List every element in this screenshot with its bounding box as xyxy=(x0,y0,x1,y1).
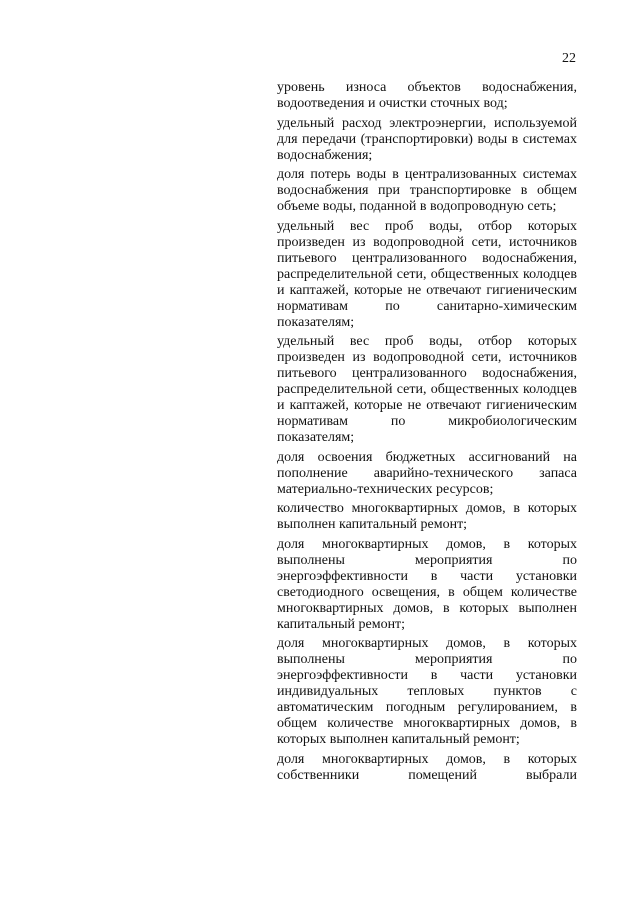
paragraph-water-losses: доля потерь воды в централизованных системах водоснабжения при транспортировке в общем объеме воды, поданной в водопроводную сеть; xyxy=(277,167,577,214)
paragraph-wear-level: уровень износа объектов водоснабжения, водоотведения и очистки сточных вод; xyxy=(277,80,577,111)
paragraph-repaired-buildings-count: количество многоквартирных домов, в которых выполнен капитальный ремонт; xyxy=(277,501,577,532)
document-body xyxy=(277,80,577,787)
paragraph-led-lighting-share: доля многоквартирных домов, в которых выполнены мероприятия по энергоэффективности в части установки светодиодного освещения, в общем количестве многоквартирных домов, в которых выполнен капитальный ремонт; xyxy=(277,536,577,632)
paragraph-budget-allocations: доля освоения бюджетных ассигнований на пополнение аварийно-технического запаса материально-технических ресурсов; xyxy=(277,449,577,497)
paragraph-electricity-consumption: удельный расход электроэнергии, используемой для передачи (транспортировки) воды в системах водоснабжения; xyxy=(277,115,577,163)
paragraph-owners-choice: доля многоквартирных домов, в которых собственники помещений выбрали xyxy=(277,751,577,783)
paragraph-sanitary-chemical-samples: удельный вес проб воды, отбор которых произведен из водопроводной сети, источников питьевого централизованного водоснабжения, распределительной сети, общественных колодцев и каптажей, которые не отвечают гигиеническим нормативам по санитарно-химическим показателям; xyxy=(277,218,577,330)
paragraph-microbiological-samples: удельный вес проб воды, отбор которых произведен из водопроводной сети, источников питьевого централизованного водоснабжения, распределительной сети, общественных колодцев и каптажей, которые не отвечают гигиеническим нормативам по микробиологическим показателям; xyxy=(277,334,577,445)
page-number: 22 xyxy=(562,51,576,66)
paragraph-heating-units-share: доля многоквартирных домов, в которых выполнены мероприятия по энергоэффективности в части установки индивидуальных тепловых пунктов с автоматическим погодным регулированием, в общем количестве многоквартирных домов, в которых выполнен капитальный ремонт; xyxy=(277,636,577,747)
